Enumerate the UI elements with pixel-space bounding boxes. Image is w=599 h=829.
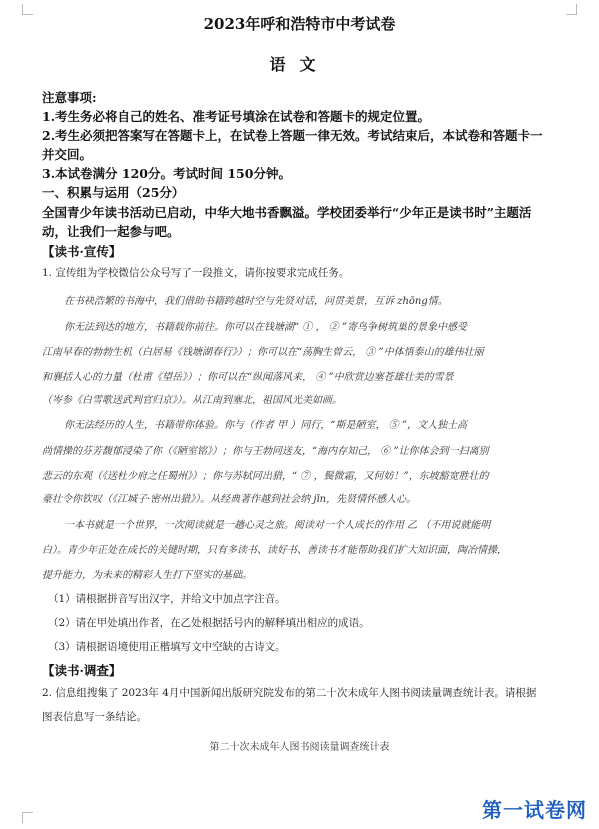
passage-line: 在书袂浩繁的书海中，我们借助书籍跨越时空与先贤对话，问贯美景，互诉 zhōng情。 bbox=[64, 296, 448, 307]
question-1: 1. 宣传组为学校微信公众号写了一段推文，请你按要求完成任务。 bbox=[42, 267, 350, 279]
subquestion: （2）请在甲处填出作者，在乙处根据括号内的解释填出相应的成语。 bbox=[48, 617, 370, 629]
note-item: 3.本试卷满分 120分。考试时间 150分钟。 bbox=[42, 166, 291, 181]
subquestion: （3）请根据语境使用正楷填写文中空缺的古诗文。 bbox=[48, 641, 286, 653]
passage-line: 你无法经历的人生，书籍带你体验。你与（作者 甲 ）同行，“斯是陋室， ⑤ ”，文人独士高 bbox=[64, 420, 467, 431]
exam-title: 2023年呼和浩特市中考试卷 bbox=[203, 15, 396, 33]
passage-line: 豪壮令你钦叹（《江城子·密州出猎》）。从经典著作越到社会纳 jīn，先贤情怀感人心。 bbox=[42, 494, 417, 505]
passage-line: 悲云的东观（《送杜少府之任蜀州》）；你与苏轼同出猎，“ ⑦ ，鬓微霜，又何妨！”，东坡豁宽胜壮的 bbox=[42, 471, 489, 482]
site-watermark: 第一试卷网 bbox=[482, 798, 587, 822]
passage-line: 你无法到达的地方，书籍载你前往。你可以在钱塘湖“ ① ， ② ”寄鸟争树筑巢的景象中感受 bbox=[64, 322, 467, 333]
question-2-continued: 图表信息写一条结论。 bbox=[42, 711, 147, 723]
part-label-survey: 【读书·调查】 bbox=[42, 663, 122, 678]
crop-mark-bottom-left bbox=[22, 812, 33, 823]
passage-line: 一本书就是一个世界，一次阅读就是一趟心灵之旅。阅读对一个人成长的作用 乙 （不用说就能明 bbox=[64, 520, 491, 531]
note-item: 1.考生务必将自己的姓名、准考证号填涂在试卷和答题卡的规定位置。 bbox=[42, 109, 431, 124]
question-2: 2. 信息组搜集了 2023年 4月中国新闻出版研究院发布的第二十次未成年人图书阅读量调查统计表。请根据 bbox=[42, 687, 537, 699]
table-caption: 第二十次未成年人图书阅读量调查统计表 bbox=[209, 742, 390, 753]
subquestion: （1）请根据拼音写出汉字，并给文中加点字注音。 bbox=[48, 593, 286, 605]
subject-title: 语文 bbox=[269, 55, 330, 74]
part-label-promotion: 【读书·宣传】 bbox=[42, 244, 122, 259]
passage-line: 尚情操的芬芳馥郁浸染了你（《陋室铭》）；你与王勃同送友，“海内存知己， ⑥ ”让你体会到一扫离别 bbox=[42, 446, 489, 457]
passage-line: 白）。青少年正处在成长的关键时期，只有多读书、读好书、善读书才能帮助我们扩大知识面，陶冶情操， bbox=[42, 545, 507, 556]
note-item: 2.考生必须把答案写在答题卡上，在试卷上答题一律无效。考试结束后，本试卷和答题卡一 bbox=[42, 128, 543, 143]
notes-heading: 注意事项: bbox=[42, 90, 97, 105]
passage-line: 江南早春的勃勃生机（白居易《钱塘湖春行》）；你可以在“荡胸生曾云， ③ ”中体悟泰山的雄伟壮丽 bbox=[42, 347, 484, 358]
section-heading: 一、积累与运用（25分） bbox=[42, 185, 185, 200]
passage-line: 提升能力，为未来的精彩人生打下坚实的基础。 bbox=[42, 570, 252, 581]
section-intro-line: 全国青少年读书活动已启动，中华大地书香飘溢。学校团委举行“少年正是读书时”主题活 bbox=[42, 205, 532, 220]
passage-line: 和襄括人心的力量（杜甫《望岳》）；你可以在“纵闻落风来， ④ ”中欣赏边塞苍雄壮美的雪景 bbox=[42, 372, 454, 383]
section-intro-line: 动，让我们一起参与吧。 bbox=[42, 224, 180, 239]
passage-line: （岑参《白雪歌送武判官归京》）。从江南到塞北，祖国风光美如画。 bbox=[42, 395, 342, 406]
note-item: 并交回。 bbox=[42, 147, 93, 162]
